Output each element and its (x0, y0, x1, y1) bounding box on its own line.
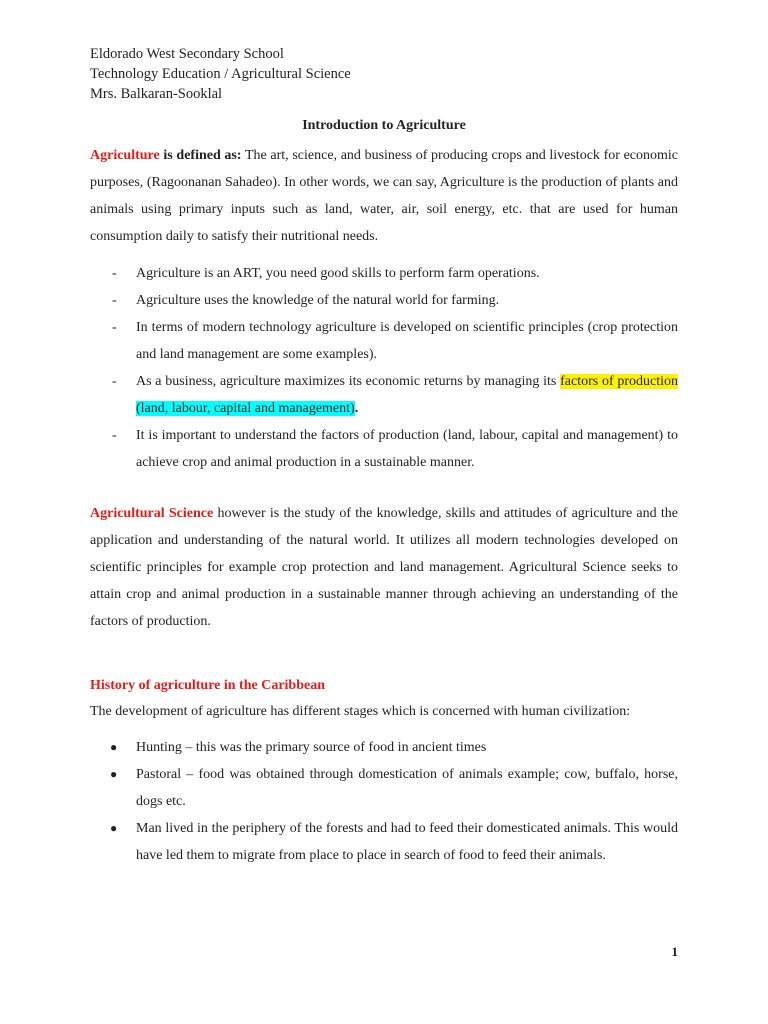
definition-text: The art, science, and business of producing crops and livestock for economic purposes, (Ragoonanan Sahadeo). In other words, we can say, Agriculture is the production of plants and animals using primary inputs such as land, water, air, soil energy, etc. that are used for human consumption daily to satisfy their nutritional needs. (90, 148, 678, 244)
list-item (90, 314, 678, 368)
document-header (90, 44, 351, 104)
factors-list-highlight: (land, labour, capital and management) (136, 401, 355, 416)
list-item-text: As a business, agriculture maximizes its economic returns by managing its (136, 374, 561, 389)
dash-marker: - (112, 293, 117, 308)
list-item (90, 734, 678, 761)
teacher-name: Mrs. Balkaran-Sooklal (90, 86, 223, 102)
bullet-marker: ● (110, 767, 118, 781)
dash-list-section (90, 260, 678, 476)
history-heading-text: History of agriculture in the Caribbean (90, 678, 326, 693)
history-intro: The development of agriculture has different stages which is concerned with human civilization: (90, 704, 631, 719)
list-item (90, 287, 678, 314)
history-bullet-list (90, 734, 678, 869)
dash-marker: - (112, 428, 117, 443)
list-item-text: Pastoral – food was obtained through domestication of animals example; cow, buffalo, horse, dogs etc. (136, 767, 678, 809)
list-item-text: Hunting – this was the primary source of food in ancient times (136, 740, 487, 755)
school-name: Eldorado West Secondary School (90, 46, 284, 62)
defined-as-label: is defined as: (159, 148, 242, 163)
list-item-text: In terms of modern technology agriculture is developed on scientific principles (crop protection and land management are some examples). (136, 320, 678, 362)
list-item-text: Agriculture uses the knowledge of the natural world for farming. (136, 293, 500, 308)
list-item-text: It is important to understand the factors of production (land, labour, capital and management) to achieve crop and animal production in a sustainable manner. (136, 428, 678, 470)
factors-of-production-highlight: factors of production (560, 374, 678, 389)
history-heading (90, 672, 678, 699)
list-item-text: Man lived in the periphery of the forests and had to feed their domesticated animals. This would have led them to migrate from place to place in search of food to feed their animals. (136, 821, 678, 863)
department-name: Technology Education / Agricultural Science (90, 66, 351, 82)
dash-marker: - (112, 320, 117, 335)
agriculture-term: Agriculture (90, 148, 160, 163)
dash-marker: - (112, 374, 117, 389)
bullet-marker: ● (110, 740, 118, 754)
page-number: 1 (671, 944, 678, 959)
dash-list (90, 260, 678, 476)
list-item-text: Agriculture is an ART, you need good skills to perform farm operations. (136, 266, 540, 281)
list-item (90, 260, 678, 287)
list-item (90, 761, 678, 815)
list-item (90, 815, 678, 869)
dash-marker: - (112, 266, 117, 281)
agricultural-science-paragraph (90, 500, 678, 635)
document-title: Introduction to Agriculture (302, 118, 466, 133)
agricultural-science-term: Agricultural Science (90, 506, 214, 521)
list-item (90, 368, 678, 422)
list-item (90, 422, 678, 476)
bullet-marker: ● (110, 821, 118, 835)
agricultural-science-text: however is the study of the knowledge, skills and attitudes of agriculture and the application and understanding of the natural world. It utilizes all modern technologies developed on scientific principles for example crop protection and land management. Agricultural Science seeks to attain crop and animal production in a sustainable manner through achieving an understanding of the factors of production. (90, 506, 678, 629)
definition-paragraph (90, 142, 678, 250)
sentence-end: . (354, 401, 359, 416)
history-list-section (90, 734, 678, 869)
